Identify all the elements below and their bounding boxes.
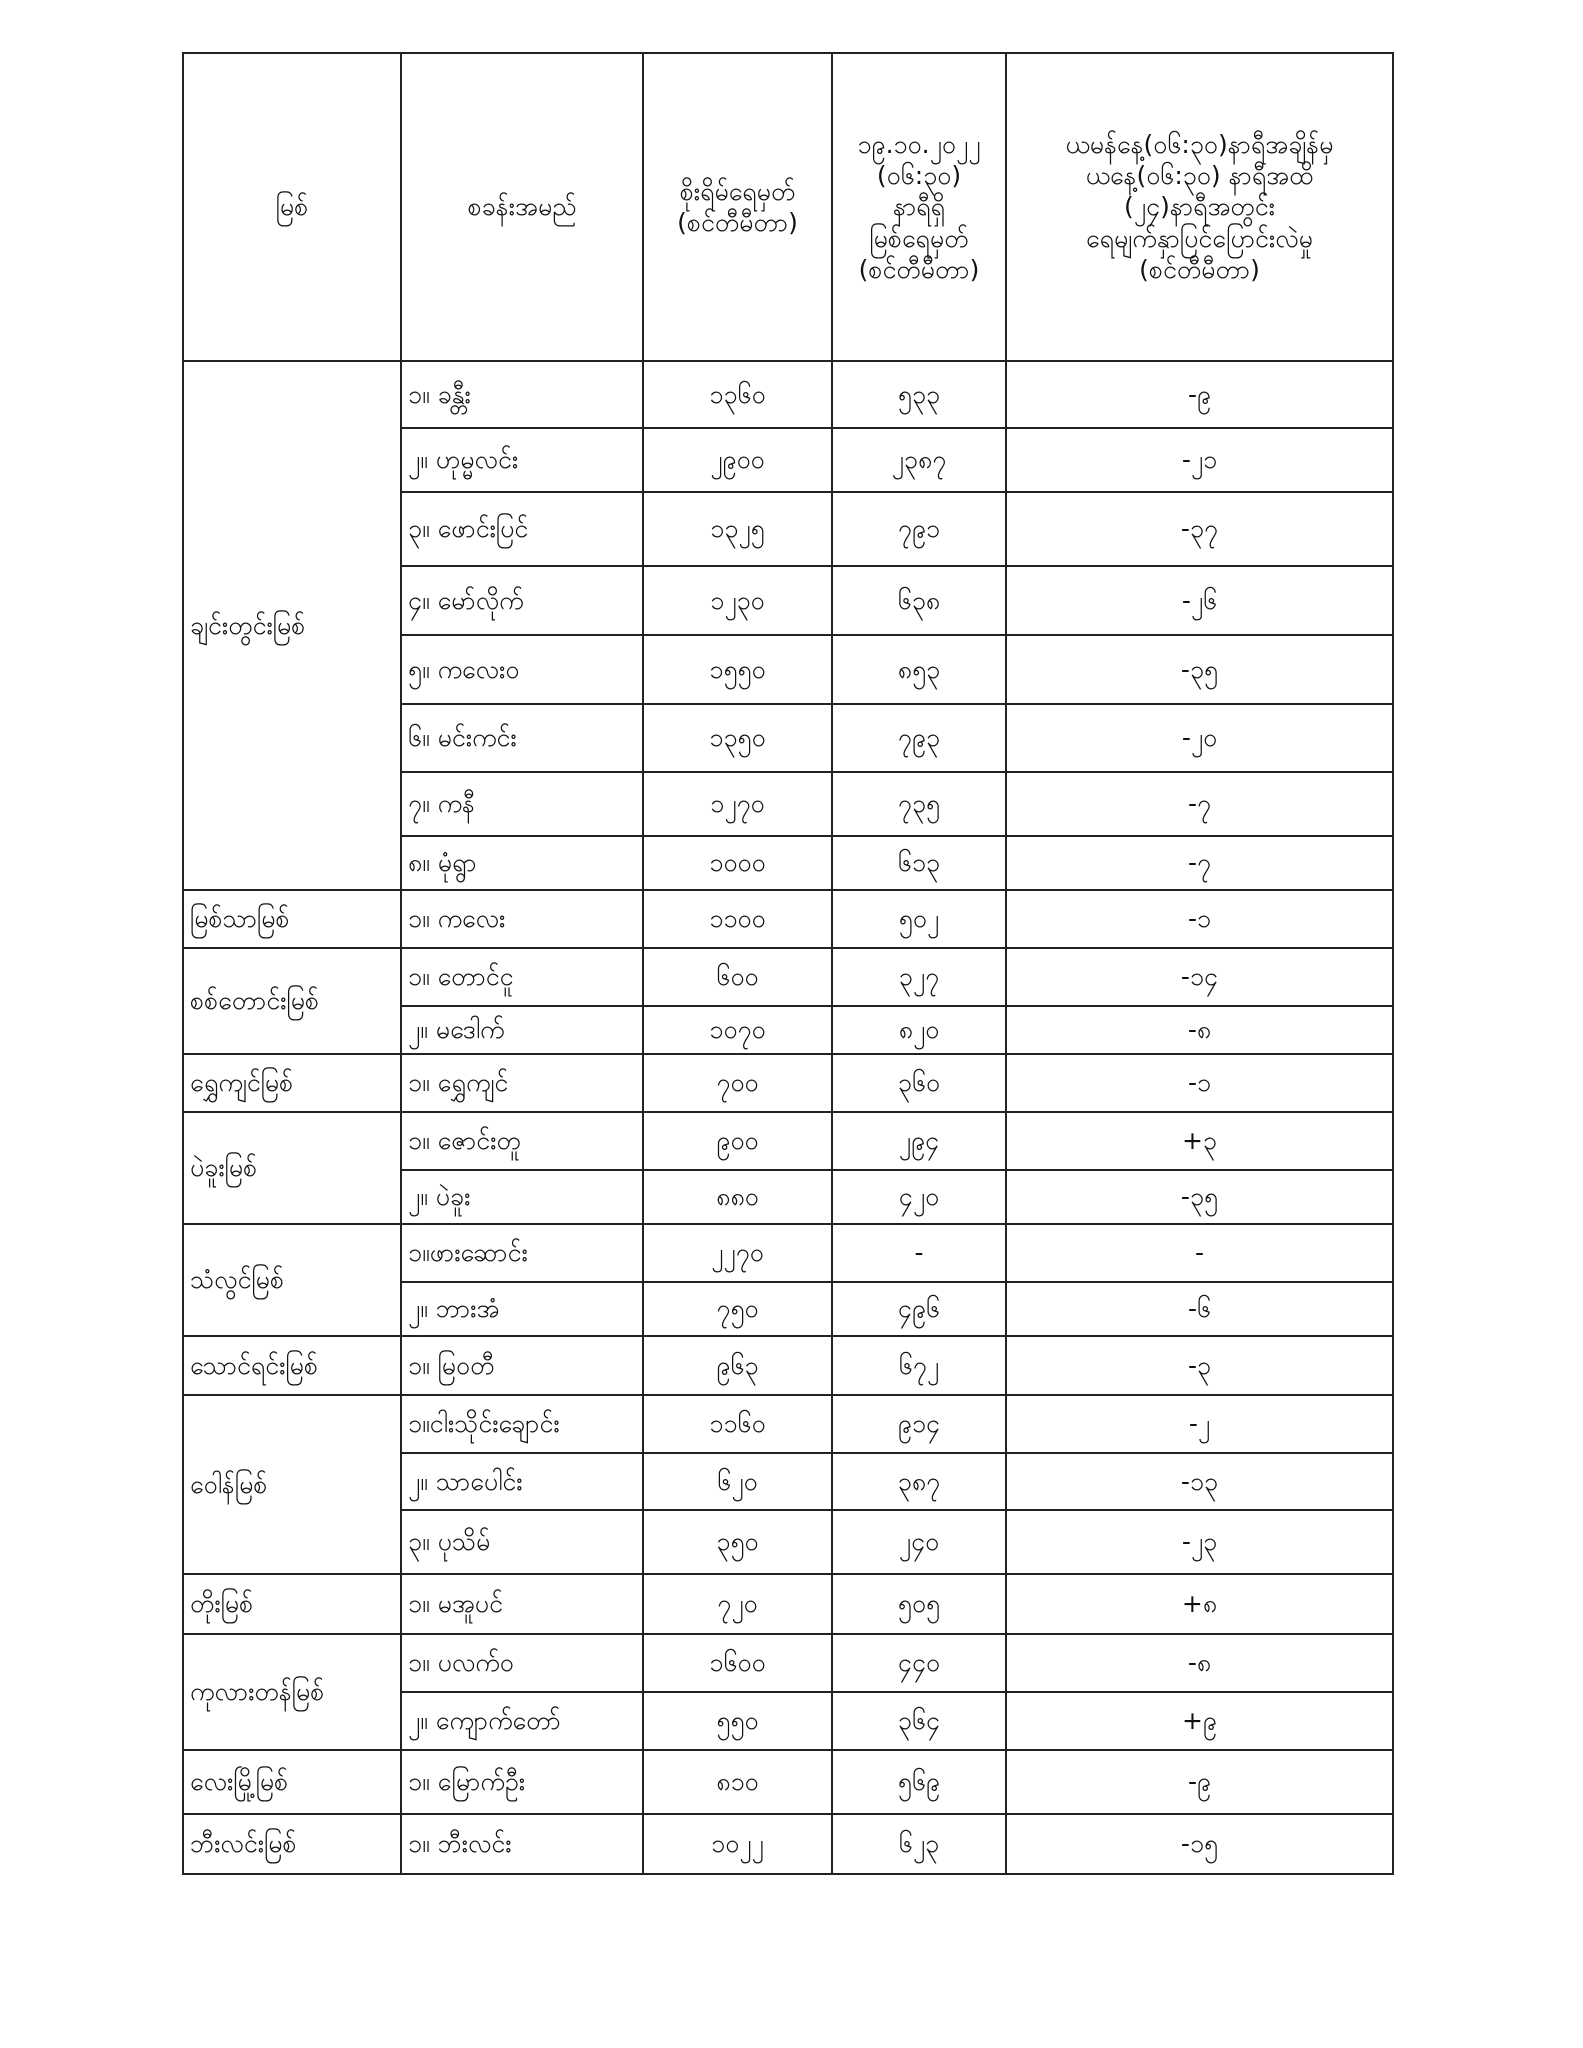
river-name-cell: သံလွင်မြစ် bbox=[183, 1224, 401, 1336]
station-name-cell: ၄။ မော်လိုက် bbox=[401, 566, 643, 635]
danger-level-cell: ၂၉၀၀ bbox=[643, 428, 832, 492]
header-river-label: မြစ် bbox=[275, 192, 309, 222]
danger-level-cell: ၇၀၀ bbox=[643, 1054, 832, 1112]
station-name-cell: ၁။ ရွှေကျင် bbox=[401, 1054, 643, 1112]
header-change-line: (စင်တီမီတာ) bbox=[1139, 254, 1260, 284]
water-level-cell: ၄၂၀ bbox=[832, 1170, 1006, 1224]
level-change-cell: -၃၅ bbox=[1006, 1170, 1393, 1224]
water-level-cell: ၅၀၅ bbox=[832, 1574, 1006, 1634]
river-level-table bbox=[182, 52, 1394, 1875]
water-level-cell: ၆၂၃ bbox=[832, 1814, 1006, 1874]
water-level-cell: ၆၇၂ bbox=[832, 1336, 1006, 1395]
header-current-line: (၀၆:၃၀) bbox=[876, 161, 962, 191]
danger-level-cell: ၈၈၀ bbox=[643, 1170, 832, 1224]
water-level-cell: ၃၆၄ bbox=[832, 1692, 1006, 1750]
station-name-cell: ၅။ ကလေးဝ bbox=[401, 635, 643, 704]
water-level-cell: ၈၅၃ bbox=[832, 635, 1006, 704]
header-change-24h bbox=[1006, 53, 1393, 361]
water-level-cell: ၅၀၂ bbox=[832, 890, 1006, 948]
table-row bbox=[183, 948, 1393, 1006]
water-level-cell: ၃၂၇ bbox=[832, 948, 1006, 1006]
station-name-cell: ၃။ ပုသိမ် bbox=[401, 1510, 643, 1574]
danger-level-cell: ၁၁၆၀ bbox=[643, 1395, 832, 1453]
station-name-cell: ၁။ မြဝတီ bbox=[401, 1336, 643, 1395]
level-change-cell: +၈ bbox=[1006, 1574, 1393, 1634]
table-row bbox=[183, 1224, 1393, 1282]
water-level-cell: ၄၄၀ bbox=[832, 1634, 1006, 1692]
water-level-cell: ၃၆၀ bbox=[832, 1054, 1006, 1112]
header-current-level bbox=[832, 53, 1006, 361]
header-current-line: (စင်တီမီတာ) bbox=[858, 254, 980, 284]
station-name-cell: ၁။ဖားဆောင်း bbox=[401, 1224, 643, 1282]
header-change-line: ယနေ့(၀၆:၃၀) နာရီအထိ bbox=[1085, 161, 1314, 191]
river-name-cell: လေးမြို့မြစ် bbox=[183, 1750, 401, 1814]
table-row bbox=[183, 1336, 1393, 1395]
header-current-line: နာရီရှိ bbox=[893, 192, 945, 222]
table-row bbox=[183, 1112, 1393, 1170]
river-name-cell: ဝေါန်မြစ် bbox=[183, 1395, 401, 1574]
level-change-cell: -၇ bbox=[1006, 836, 1393, 890]
table-row bbox=[183, 890, 1393, 948]
header-row bbox=[183, 53, 1393, 361]
station-name-cell: ၁။ ကလေး bbox=[401, 890, 643, 948]
level-change-cell: -၂ bbox=[1006, 1395, 1393, 1453]
station-name-cell: ၂။ ပဲခူး bbox=[401, 1170, 643, 1224]
river-name-cell: ပဲခူးမြစ် bbox=[183, 1112, 401, 1224]
station-name-cell: ၁။ မအူပင် bbox=[401, 1574, 643, 1634]
river-name-cell: သောင်ရင်းမြစ် bbox=[183, 1336, 401, 1395]
header-current-line: မြစ်ရေမှတ် bbox=[869, 223, 969, 253]
level-change-cell: - bbox=[1006, 1224, 1393, 1282]
water-level-cell: ၇၉၃ bbox=[832, 704, 1006, 772]
table-row bbox=[183, 1814, 1393, 1874]
station-name-cell: ၇။ ကနီ bbox=[401, 772, 643, 836]
water-level-cell: ၆၁၃ bbox=[832, 836, 1006, 890]
water-level-cell: ၇၉၁ bbox=[832, 492, 1006, 566]
table-row bbox=[183, 361, 1393, 428]
table-row bbox=[183, 1054, 1393, 1112]
danger-level-cell: ၇၂၀ bbox=[643, 1574, 832, 1634]
header-danger-level bbox=[643, 53, 832, 361]
danger-level-cell: ၃၅၀ bbox=[643, 1510, 832, 1574]
danger-level-cell: ၇၅၀ bbox=[643, 1282, 832, 1336]
level-change-cell: -၇ bbox=[1006, 772, 1393, 836]
station-name-cell: ၈။ မုံရွာ bbox=[401, 836, 643, 890]
level-change-cell: -၂၆ bbox=[1006, 566, 1393, 635]
header-current-line: ၁၉.၁၀.၂၀၂၂ bbox=[857, 129, 981, 159]
station-name-cell: ၂။ ကျောက်တော် bbox=[401, 1692, 643, 1750]
danger-level-cell: ၁၂၇၀ bbox=[643, 772, 832, 836]
station-name-cell: ၁။ ဘီးလင်း bbox=[401, 1814, 643, 1874]
header-station-label: စခန်းအမည် bbox=[467, 192, 577, 222]
level-change-cell: -၆ bbox=[1006, 1282, 1393, 1336]
river-name-cell: ကုလားတန်မြစ် bbox=[183, 1634, 401, 1750]
level-change-cell: -၁ bbox=[1006, 1054, 1393, 1112]
danger-level-cell: ၁၃၅၀ bbox=[643, 704, 832, 772]
table-row bbox=[183, 1395, 1393, 1453]
level-change-cell: -၁၅ bbox=[1006, 1814, 1393, 1874]
station-name-cell: ၁။ ခန္တီး bbox=[401, 361, 643, 428]
river-name-cell: စစ်တောင်းမြစ် bbox=[183, 948, 401, 1054]
level-change-cell: -၂၀ bbox=[1006, 704, 1393, 772]
danger-level-cell: ၁၁၀၀ bbox=[643, 890, 832, 948]
level-change-cell: -၂၃ bbox=[1006, 1510, 1393, 1574]
water-level-cell: ၅၃၃ bbox=[832, 361, 1006, 428]
level-change-cell: -၉ bbox=[1006, 361, 1393, 428]
danger-level-cell: ၁၀၇၀ bbox=[643, 1006, 832, 1054]
station-name-cell: ၂။ သာပေါင်း bbox=[401, 1453, 643, 1510]
station-name-cell: ၁။ တောင်ငူ bbox=[401, 948, 643, 1006]
level-change-cell: +၉ bbox=[1006, 1692, 1393, 1750]
header-change-line: ရေမျက်နှာပြင်ပြောင်းလဲမှု bbox=[1086, 223, 1313, 253]
level-change-cell: -၃၅ bbox=[1006, 635, 1393, 704]
water-level-cell: ၇၃၅ bbox=[832, 772, 1006, 836]
header-river bbox=[183, 53, 401, 361]
danger-level-cell: ၈၁၀ bbox=[643, 1750, 832, 1814]
danger-level-cell: ၂၂၇၀ bbox=[643, 1224, 832, 1282]
water-level-cell: ၆၃၈ bbox=[832, 566, 1006, 635]
header-change-line: ယမန်နေ့(၀၆:၃၀)နာရီအချိန်မှ bbox=[1065, 129, 1334, 159]
danger-level-cell: ၁၃၆၀ bbox=[643, 361, 832, 428]
level-change-cell: -၂၁ bbox=[1006, 428, 1393, 492]
station-name-cell: ၃။ ဖောင်းပြင် bbox=[401, 492, 643, 566]
water-level-cell: ၂၃၈၇ bbox=[832, 428, 1006, 492]
water-level-cell: - bbox=[832, 1224, 1006, 1282]
water-level-cell: ၉၁၄ bbox=[832, 1395, 1006, 1453]
level-change-cell: -၈ bbox=[1006, 1006, 1393, 1054]
header-change-line: (၂၄)နာရီအတွင်း bbox=[1124, 192, 1275, 222]
station-name-cell: ၁။ ပလက်ဝ bbox=[401, 1634, 643, 1692]
level-change-cell: -၁ bbox=[1006, 890, 1393, 948]
station-name-cell: ၆။ မင်းကင်း bbox=[401, 704, 643, 772]
danger-level-cell: ၉၀၀ bbox=[643, 1112, 832, 1170]
header-station bbox=[401, 53, 643, 361]
level-change-cell: +၃ bbox=[1006, 1112, 1393, 1170]
level-change-cell: -၁၃ bbox=[1006, 1453, 1393, 1510]
level-change-cell: -၈ bbox=[1006, 1634, 1393, 1692]
table-row bbox=[183, 1750, 1393, 1814]
level-change-cell: -၉ bbox=[1006, 1750, 1393, 1814]
danger-level-cell: ၉၆၃ bbox=[643, 1336, 832, 1395]
water-level-cell: ၂၄၀ bbox=[832, 1510, 1006, 1574]
station-name-cell: ၂။ ဘားအံ bbox=[401, 1282, 643, 1336]
danger-level-cell: ၆၂၀ bbox=[643, 1453, 832, 1510]
station-name-cell: ၁။ငါးသိုင်းချောင်း bbox=[401, 1395, 643, 1453]
water-level-cell: ၈၂၀ bbox=[832, 1006, 1006, 1054]
danger-level-cell: ၁၂၃၀ bbox=[643, 566, 832, 635]
water-level-cell: ၅၆၉ bbox=[832, 1750, 1006, 1814]
table-row bbox=[183, 1574, 1393, 1634]
station-name-cell: ၂။ မဒေါက် bbox=[401, 1006, 643, 1054]
river-name-cell: မြစ်သာမြစ် bbox=[183, 890, 401, 948]
river-name-cell: ချင်းတွင်းမြစ် bbox=[183, 361, 401, 890]
river-name-cell: တိုးမြစ် bbox=[183, 1574, 401, 1634]
header-danger-line: စိုးရိမ်ရေမှတ် bbox=[679, 176, 796, 206]
danger-level-cell: ၁၃၂၅ bbox=[643, 492, 832, 566]
danger-level-cell: ၁၆၀၀ bbox=[643, 1634, 832, 1692]
danger-level-cell: ၁၀၀၀ bbox=[643, 836, 832, 890]
table-body bbox=[183, 361, 1393, 1874]
danger-level-cell: ၁၀၂၂ bbox=[643, 1814, 832, 1874]
level-change-cell: -၃ bbox=[1006, 1336, 1393, 1395]
river-name-cell: ရွှေကျင်မြစ် bbox=[183, 1054, 401, 1112]
water-level-cell: ၃၈၇ bbox=[832, 1453, 1006, 1510]
table-row bbox=[183, 1634, 1393, 1692]
station-name-cell: ၂။ ဟုမ္မလင်း bbox=[401, 428, 643, 492]
header-danger-line: (စင်တီမီတာ) bbox=[677, 208, 798, 237]
danger-level-cell: ၅၅၀ bbox=[643, 1692, 832, 1750]
water-level-cell: ၂၉၄ bbox=[832, 1112, 1006, 1170]
danger-level-cell: ၆၀၀ bbox=[643, 948, 832, 1006]
level-change-cell: -၃၇ bbox=[1006, 492, 1393, 566]
station-name-cell: ၁။ ဇောင်းတူ bbox=[401, 1112, 643, 1170]
river-name-cell: ဘီးလင်းမြစ် bbox=[183, 1814, 401, 1874]
level-change-cell: -၁၄ bbox=[1006, 948, 1393, 1006]
danger-level-cell: ၁၅၅၀ bbox=[643, 635, 832, 704]
station-name-cell: ၁။ မြောက်ဦး bbox=[401, 1750, 643, 1814]
water-level-cell: ၄၉၆ bbox=[832, 1282, 1006, 1336]
